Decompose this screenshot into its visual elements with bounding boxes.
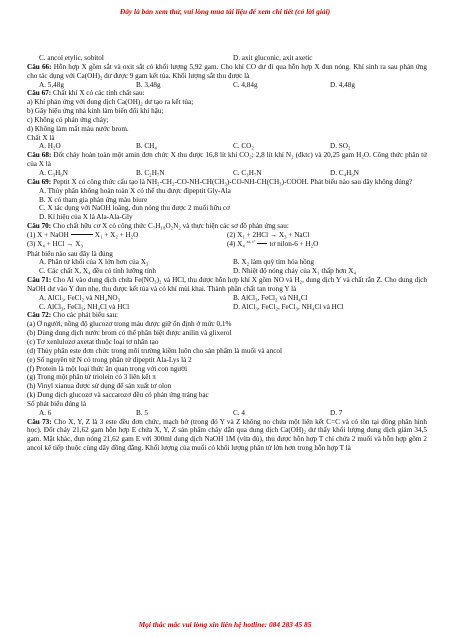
option-b: B. 5 [136,408,148,417]
option-c: C. AlCl₃, FeCl₃, NH₄Cl và HCl [39,302,130,311]
question-label: Câu 70: [27,222,52,231]
conclusion: Chất X là [27,133,55,142]
question-text: Đốt cháy hoàn toàn một amin đơn chức X thu được 16,8 lít khí CO₂; 2,8 lít khí N₂ (đktc) và 20,25 gam H₂O. Công thức phân tử của X là [27,151,427,169]
reaction-2: (2) X₁ + 2HCl → X₃ + NaCl [227,230,310,239]
option-a: A. Thủy phân không hoàn toàn X có thể thu được đipeptit Gly-Ala [39,186,231,195]
list-item: (k) Dung dịch glucozơ và saccarozơ đều có phản ứng tráng bạc [27,391,209,400]
option-c: C. C₃H₇N [233,168,262,177]
arrow-icon [257,243,267,244]
reaction-row [27,231,427,240]
question-66 [27,63,427,81]
question-label: Câu 66: [27,62,52,71]
options-row [27,81,427,90]
list-item: (h) Vinyl xianua được sử dụng để sản xuất tơ olon [27,382,172,391]
option-a: A. Phân tử khối của X lớn hơn của X₃ [39,258,149,267]
question-text: Cho các phát biểu sau: [52,311,119,320]
question-label: Câu 72: [27,311,52,320]
option-d: D. Nhiệt độ nóng chảy của X₁ thấp hơn X₄ [233,267,356,276]
question-label: Câu 69: [27,177,52,186]
hotline-banner: Mọi thắc mắc vui lòng xin liên hệ hotline: 084 283 45 85 [138,620,312,629]
option-d: D. SO₂ [330,142,351,151]
prev-options [27,54,427,63]
conclusion: Số phát biểu đúng là [27,399,87,408]
question-71 [27,276,427,294]
reaction-1: (1) X + NaOH X₁ + X₂ + H₂O [27,230,139,239]
option-a: A. C₃H₉N [39,168,68,177]
preview-banner: Đây là bản xem thử, vui lòng mua tài liệu để xem chi tiết (có lời giải) [119,7,331,16]
reaction-4: (4) X₄ $^{xt, t^\circ}$ tơ nilon-6 + H₂O [227,238,319,248]
option-b: B. AlCl₃, FeCl₂ và NH₄Cl [233,293,308,302]
question-72 [27,311,427,320]
option-c: C. CO₂ [233,142,254,151]
list-item: (b) Dùng dung dịch nước brom có thể phân biệt được anilin và glixerol [27,329,232,338]
list-item: (d) Thủy phân este đơn chức trong môi trường kiềm luôn cho sản phẩm là muối và ancol [27,346,282,355]
option-c: C. ancol etylic, sobitol [39,54,104,62]
reaction-row [27,240,427,250]
option-b: B. X có tham gia phản ứng màu biure [39,195,148,204]
list-item: (c) Tơ xenlulozơ axetat thuộc loại tơ nhân tạo [27,338,159,346]
list-item: c) Không có phản ứng cháy; [27,115,109,124]
option-d: D. 7 [330,408,343,417]
list-item: (f) Protein là một loại thức ăn quan trọng với con người [27,364,188,373]
list-item: (a) Ở người, nồng độ glucozơ trong máu được giữ ổn định ở mức 0,1% [27,320,232,329]
list-item: (g) Trong một phân tử triolein có 3 liên kết π [27,373,156,382]
option-d: D. Kí hiệu của X là Ala-Ala-Gly [39,213,133,222]
list-item: a) Khí phản ứng với dung dịch Ca(OH)₂ dư tạo ra kết tủa; [27,98,194,107]
options-row [27,142,427,151]
option-a: A. AlCl₃, FeCl₂ và NH₄NO₃ [39,293,121,302]
option-d: D. AlCl₃, FeCl₂, FeCl₃, NH₄Cl và HCl [233,302,344,311]
question-label: Câu 71: [27,276,52,285]
document-body [27,54,427,453]
question-68 [27,151,427,169]
question-label: Câu 73: [27,417,52,426]
options-row [27,409,427,418]
option-b: B. X₂ làm quỳ tím hóa hồng [233,258,314,267]
option-c: C. 4 [233,408,245,417]
option-b: B. 3,48g [136,80,161,89]
option-a: A. 6 [39,408,52,417]
option-a: A. H₂O [39,142,61,151]
option-c: C. Các chất X, X₄ đều có tính lưỡng tính [39,267,156,276]
options-row [27,169,427,178]
question-text: Hỗn hợp X gồm sắt và oxit sắt có khối lượng 5,92 gam. Cho khí CO dư đi qua hỗn hợp X đun nóng. Khí sinh ra sau phản ứng cho tác dụng với Ca(OH)₂ dư được 9 gam kết tủa. Khối lượng sắt thu được là [27,62,427,80]
option-c: C. X tác dụng với NaOH loãng, đun nóng thu được 2 muối hữu cơ [39,204,230,213]
question-70 [27,222,427,231]
option-a: A. 5,48g [39,80,64,89]
question-73 [27,418,427,453]
question-text: Cho X, Y, Z là 3 este đều đơn chức, mạch hở (trong đó Y và Z không no chứa một liên kết C=C và có tồn tại đồng phân hình học). Đốt cháy 21,62 gam hỗn hợp E chứa X, Y, Z sản phẩm cháy dẫn qua dung dịch Ca(OH)₂ dư thấy khối lượng dung dịch giảm 34,5 gam. Mặt khác, đun nóng 21,62 gam E với 300ml dung dịch NaOH 1M (vừa đủ), thu được hỗn hợp T chỉ chứa 2 muối và hỗn hợp gồm 2 ancol kế tiếp thuộc cùng dãy đồng đẳng. Khối lượng của muối có khối lượng phân tử lớn hơn trong hỗn hợp T là [27,417,427,453]
option-b: B. C₂H₇N [136,168,165,177]
reaction-condition: xt, t° [246,238,256,244]
question-text: Peptit X có công thức cấu tạo là NH₂-CH₂-CO-NH-CH(CH₃)-CO-NH-CH(CH₃)-COOH. Phát biểu nào sau đây không đúng? [52,177,413,186]
options-row [27,267,427,276]
option-d: D. C₄H₉N [330,168,359,177]
option-d: D. axit gluconic, axit axetic [233,54,313,62]
question-text: Cho Al vào dung dịch chứa Fe(NO₃)₂ và HCl, thu được hỗn hợp khí X gồm NO và H₂, dung dịch Y và chất rắn Z. Cho dung dịch NaOH dư vào Y đun nhẹ, thu được kết tủa và có khí mùi khai. Thành phần chất tan trong Y là [27,276,428,293]
options-row [27,258,427,267]
arrow-icon [71,234,93,235]
question-69 [27,178,427,187]
question-text: Chất khí X có các tính chất sau: [52,89,145,98]
option-c: C. 4,84g [233,80,258,89]
reaction-3: (3) X₄ + HCl → X₃ [27,239,83,248]
list-item: (e) Số nguyên tử N có trong phân tử đipeptit Ala-Lys là 2 [27,355,192,364]
question-text: Cho chất hữu cơ X có công thức C₇H₁₈O₂N₂ và thực hiện các sơ đồ phản ứng sau: [52,222,289,231]
options-row [27,303,427,312]
question-label: Câu 68: [27,151,52,160]
option-d: D. 4,48g [330,80,355,89]
question-67 [27,89,427,98]
conclusion: Phát biểu nào sau đây là đúng [27,249,113,258]
list-item: b) Gây hiệu ứng nhà kính làm biến đổi khí hậu; [27,107,164,116]
options-row [27,294,427,303]
option-b: B. CH₄ [136,142,157,151]
list-item: d) Không làm mất màu nước brom. [27,124,129,133]
question-label: Câu 67: [27,89,52,98]
